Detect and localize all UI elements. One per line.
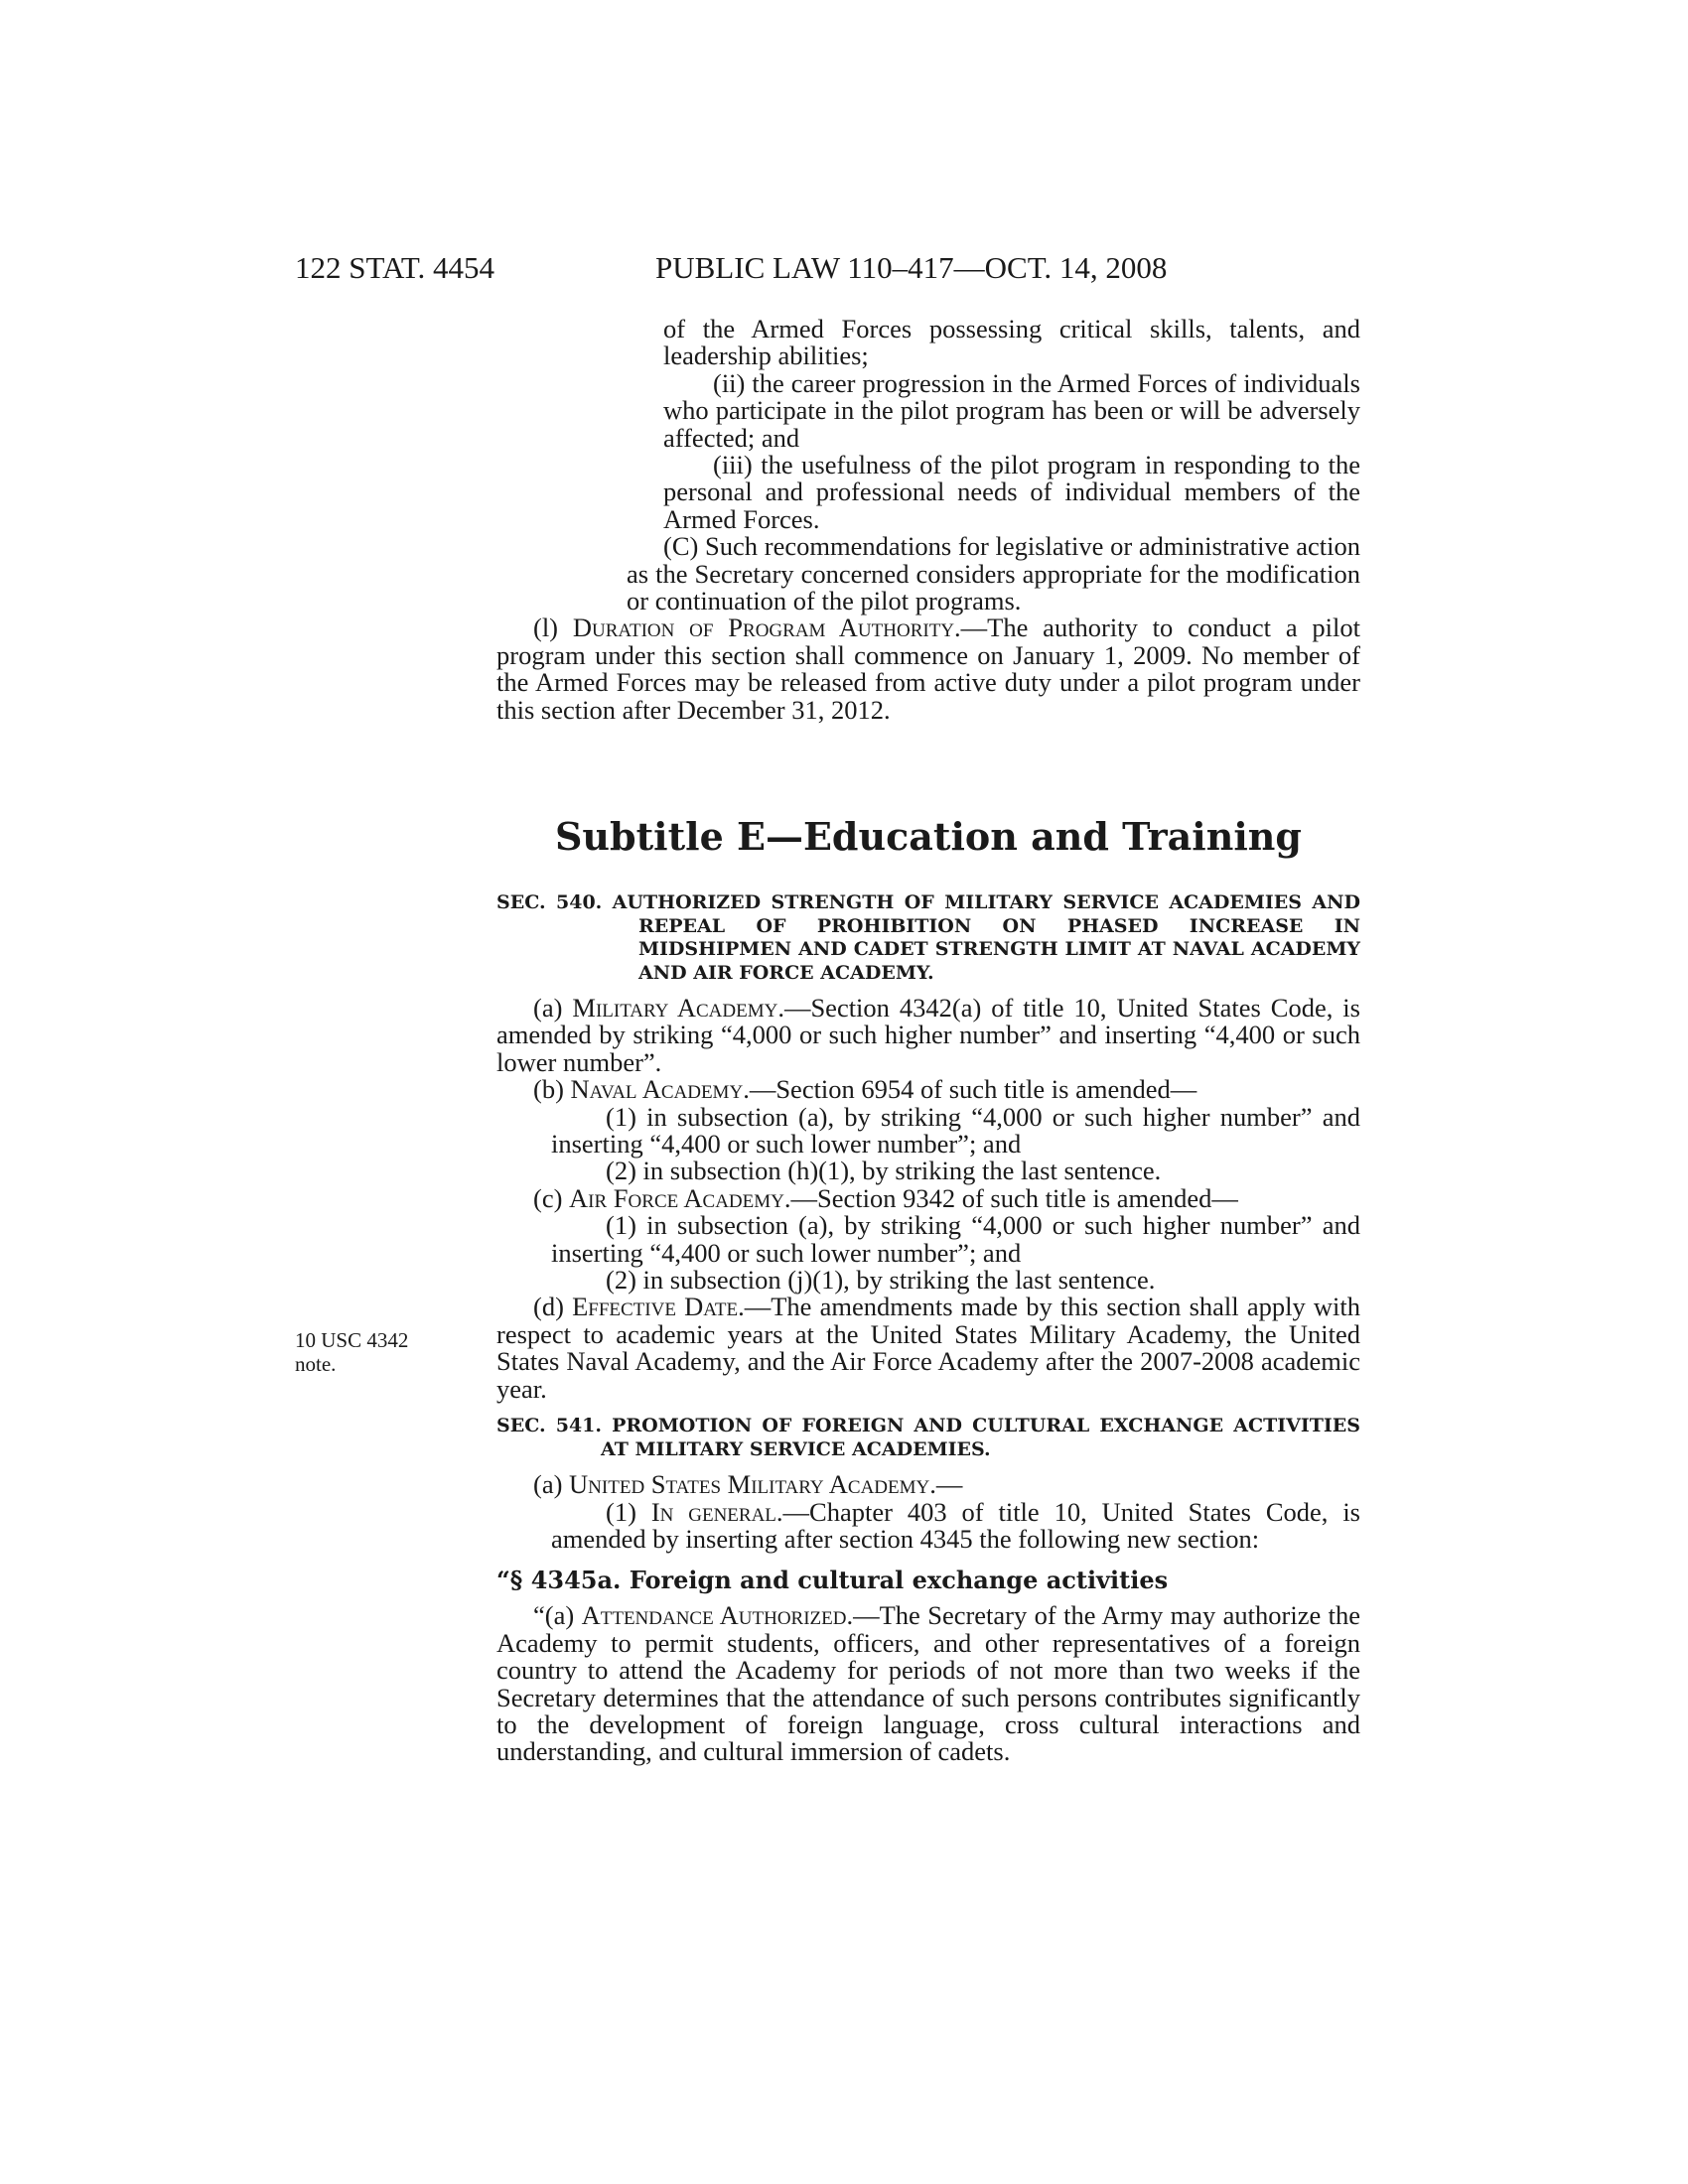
clause-iii: (iii) the usefulness of the pilot program in responding to the personal and professional needs of individual members of the Armed Forces. [663, 450, 1360, 534]
section-540-b-2: (2) in subsection (h)(1), by striking the last sentence. [606, 1156, 1162, 1186]
subsection-l-heading: Duration of Program Authority [572, 613, 955, 643]
paragraph-continuation: of the Armed Forces possessing critical skills, talents, and leadership abilities; [663, 314, 1360, 371]
section-540-c-1: (1) in subsection (a), by striking “4,000 or such higher number” and inserting “4,400 or such lower number”; and [551, 1210, 1360, 1268]
statute-page-number: 122 STAT. 4454 [295, 250, 495, 285]
section-540-subsection-d: (d) Effective Date.—The amendments made by this section shall apply with respect to academic years at the United States Military Academy, the United States Naval Academy, and the Air Force Academy after the 2007-2008 academic year. [496, 1292, 1360, 1404]
subsection-b-heading: Naval Academy [570, 1074, 744, 1105]
public-law-citation: PUBLIC LAW 110–417—OCT. 14, 2008 [655, 250, 1168, 285]
margin-note [295, 1328, 434, 1376]
margin-note-suffix: note. [295, 1352, 337, 1376]
subsection-a-heading: Military Academy [572, 993, 778, 1023]
subsection-d-heading: Effective Date [572, 1292, 739, 1322]
section-541-heading: SEC. 541. PROMOTION OF FOREIGN AND CULTURAL EXCHANGE ACTIVITIES AT MILITARY SERVICE ACADEMIES. [496, 1415, 1360, 1460]
section-541-paragraph-1: (1) In general.—Chapter 403 of title 10, United States Code, is amended by inserting after section 4345 the following new section: [551, 1496, 1360, 1554]
section-540-subsection-b: (b) Naval Academy.—Section 6954 of such title is amended— [533, 1074, 1197, 1105]
section-540 [496, 891, 1360, 1766]
section-541-subsection-a: (a) United States Military Academy.— [533, 1469, 963, 1500]
section-540-c-2: (2) in subsection (j)(1), by striking the last sentence. [606, 1265, 1156, 1296]
section-540-b-1: (1) in subsection (a), by striking “4,000 or such higher number” and inserting “4,400 or such lower number”; and [551, 1101, 1360, 1160]
continuation-block [496, 316, 1360, 724]
clause-ii: (ii) the career progression in the Armed Forces of individuals who participate in the pilot program has been or will be adversely affected; and [663, 367, 1360, 453]
paragraph-1-heading: In general [650, 1496, 776, 1527]
subtitle-heading: Subtitle E—Education and Training [554, 814, 1302, 859]
section-540-heading: SEC. 540. AUTHORIZED STRENGTH OF MILITARY SERVICE ACADEMIES AND REPEAL OF PROHIBITION ON PHASED INCREASE IN MIDSHIPMEN AND CADET STRENGTH LIMIT AT NAVAL ACADEMY AND AIR FORCE ACADEMY. [496, 891, 1360, 984]
subparagraph-c: (C) Such recommendations for legislative or administrative action as the Secretary concerned considers appropriate for the modification or continuation of the pilot programs. [627, 531, 1360, 616]
section-4345a-heading: “§ 4345a. Foreign and cultural exchange activities [496, 1566, 1169, 1595]
section-4345a-subsection-a: “(a) Attendance Authorized.—The Secretary of the Army may authorize the Academy to permit students, officers, and other representatives of a foreign country to attend the Academy for periods of not more than two weeks if the Secretary determines that the attendance of such persons contributes significantly to the development of foreign language, cross cultural interactions and understanding, and cultural immersion of cadets. [496, 1600, 1360, 1767]
section-540-subsection-c: (c) Air Force Academy.—Section 9342 of such title is amended— [533, 1182, 1238, 1213]
subsection-c-heading: Air Force Academy [569, 1182, 784, 1213]
subsection-l: (l) Duration of Program Authority.—The authority to conduct a pilot program under this section shall commence on January 1, 2009. No member of the Armed Forces may be released from active duty under a pilot program under this section after December 31, 2012. [496, 613, 1360, 725]
page-header [0, 250, 1688, 290]
margin-note-citation: 10 USC 4342 [295, 1328, 409, 1352]
section-540-subsection-a: (a) Military Academy.—Section 4342(a) of title 10, United States Code, is amended by striking “4,000 or such higher number” and inserting “4,400 or such lower number”. [496, 993, 1360, 1077]
section-541-subsection-a-heading: United States Military Academy [569, 1469, 930, 1500]
attendance-authorized-heading: Attendance Authorized [581, 1600, 847, 1631]
